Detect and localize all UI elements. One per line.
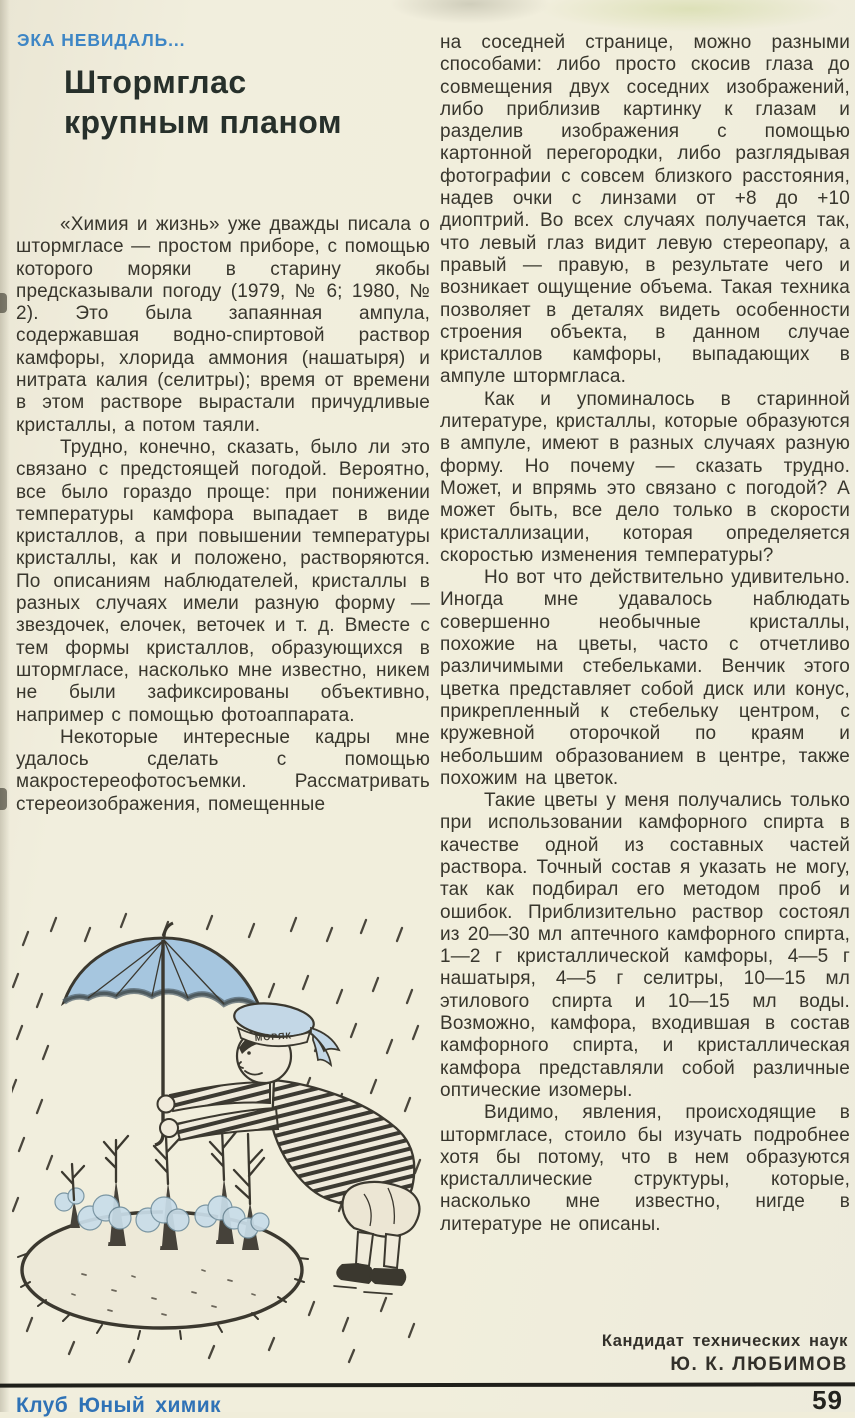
paragraph: Некоторые интересные кадры мне удалось сделать с помощью макростереофотосъемки. Рассматривать стереоизображения, помещенные xyxy=(16,726,430,815)
paragraph: «Химия и жизнь» уже дважды писала о штормгласе — простом приборе, с помощью которого моряки в старину якобы предсказывали погоду (1979, № 6; 1980, № 2). Это была запаянная ампула, содержавшая водно-спиртовой раствор камфоры, хлорида аммония (нашатыря) и нитрата калия (селитры); время от времени в этом растворе вырастали причудливые кристаллы, а потом таяли. xyxy=(16,214,430,436)
paragraph: Трудно, конечно, сказать, было ли это связано с предстоящей погодой. Вероятно, все было гораздо проще: при понижении температуры камфора выпадает в виде кристаллов, а при повышении температуры кристаллы, как и положено, растворяются. По описаниям наблюдателей, кристаллы в разных случаях имели разную форму — звездочек, елочек, веточек и т. д. Вместе с тем формы кристаллов, образующихся в штормгласе, насколько мне известно, никем не были зафиксированы объективно, например с помощью фотоаппарата. xyxy=(16,436,430,726)
page-number: 59 xyxy=(812,1385,843,1415)
umbrella-ferrule xyxy=(164,923,173,938)
boot xyxy=(370,1268,407,1286)
eye xyxy=(247,1051,251,1055)
hand xyxy=(158,1096,175,1113)
byline-name: Ю. К. ЛЮБИМОВ xyxy=(670,1354,848,1375)
right-column xyxy=(440,32,850,1236)
byline xyxy=(440,1332,848,1376)
hand xyxy=(160,1119,178,1137)
article-title xyxy=(64,62,424,142)
arm-lower xyxy=(176,1108,278,1140)
scan-smudge xyxy=(390,0,550,24)
binding-mark xyxy=(0,788,7,810)
article-title-line2: крупным планом xyxy=(64,104,343,140)
arm-upper xyxy=(170,1082,270,1111)
byline-degree: Кандидат технических наук xyxy=(601,1332,848,1350)
page-edge-shadow xyxy=(0,0,10,1412)
boot xyxy=(336,1263,373,1284)
child-umbrella-illustration xyxy=(12,898,432,1380)
left-column xyxy=(16,214,430,816)
section-kicker: ЭКА НЕВИДАЛЬ... xyxy=(17,30,186,50)
article-title-line1: Штормглас xyxy=(64,64,247,100)
binding-mark xyxy=(0,293,7,313)
leg xyxy=(384,1234,400,1268)
shorts xyxy=(342,1182,419,1237)
footer-rubric: Клуб Юный химик xyxy=(16,1394,221,1417)
paragraph: Как и упоминалось в старинной литературе, кристаллы, которые образуются в ампуле, имеют в разных случаях разную форму. Но почему — сказать трудно. Может, и впрямь это связано с погодой? А может быть, все дело только в скорости кристаллизации, которая определяется скоростью изменения температуры? xyxy=(440,388,850,566)
paragraph: Такие цветы у меня получались только при использовании камфорного спирта в качестве одной из составных частей раствора. Точный состав я указать не могу, так как подбирал его методом проб и ошибок. Приблизительно раствор состоял из 20—30 мл аптечного камфорного спирта, 1—2 г кристаллической камфоры, 4—5 г нашатыря, 4—5 г селитры, 10—15 мл этилового спирта и 10—15 мл воды. Возможно, камфора, входившая в состав камфорного спирта, и кристаллическая камфора представляли собой различные оптические изомеры. xyxy=(440,790,850,1101)
footer-rule xyxy=(0,1382,855,1387)
ground-marks xyxy=(334,1286,392,1294)
leg xyxy=(356,1232,373,1266)
cap-ribbons xyxy=(311,1028,339,1065)
scan-smudge-green xyxy=(540,0,840,32)
paragraph: на соседней странице, можно разными способами: либо просто скосив глаза до совмещения двух соседних изображений, либо приблизив картинку к глазам и разделив изображения с помощью картонной перегородки, либо разглядывая фотографии с совсем близкого расстояния, надев очки с линзами от +8 до +10 диоптрий. Во всех случаях получается так, что левый глаз видит левую стереопару, а правый — правую, в результате чего и возникает ощущение объема. Такая техника позволяет в деталях видеть особенности строения объекта, в данном случае кристаллов камфоры, выпадающих в ампуле штормгласа. xyxy=(440,32,850,388)
paragraph: Но вот что действительно удивительно. Иногда мне удавалось наблюдать совершенно необычные кристаллы, похожие на цветы, часто с отчетливо различимыми стебельками. Венчик этого цветка представляет собой диск или конус, прикрепленный к стебельку центром, с кружевной оторочкой по краям и небольшим образованием в центре, также похожим на цветок. xyxy=(440,567,850,789)
cap-label: МОРЯК xyxy=(254,1030,293,1043)
paragraph: Видимо, явления, происходящие в штормгласе, стоило бы изучать подробнее хотя бы потому, что в нем образуются кристаллические структуры, которые, насколько мне известно, нигде в литературе не описаны. xyxy=(440,1102,850,1235)
